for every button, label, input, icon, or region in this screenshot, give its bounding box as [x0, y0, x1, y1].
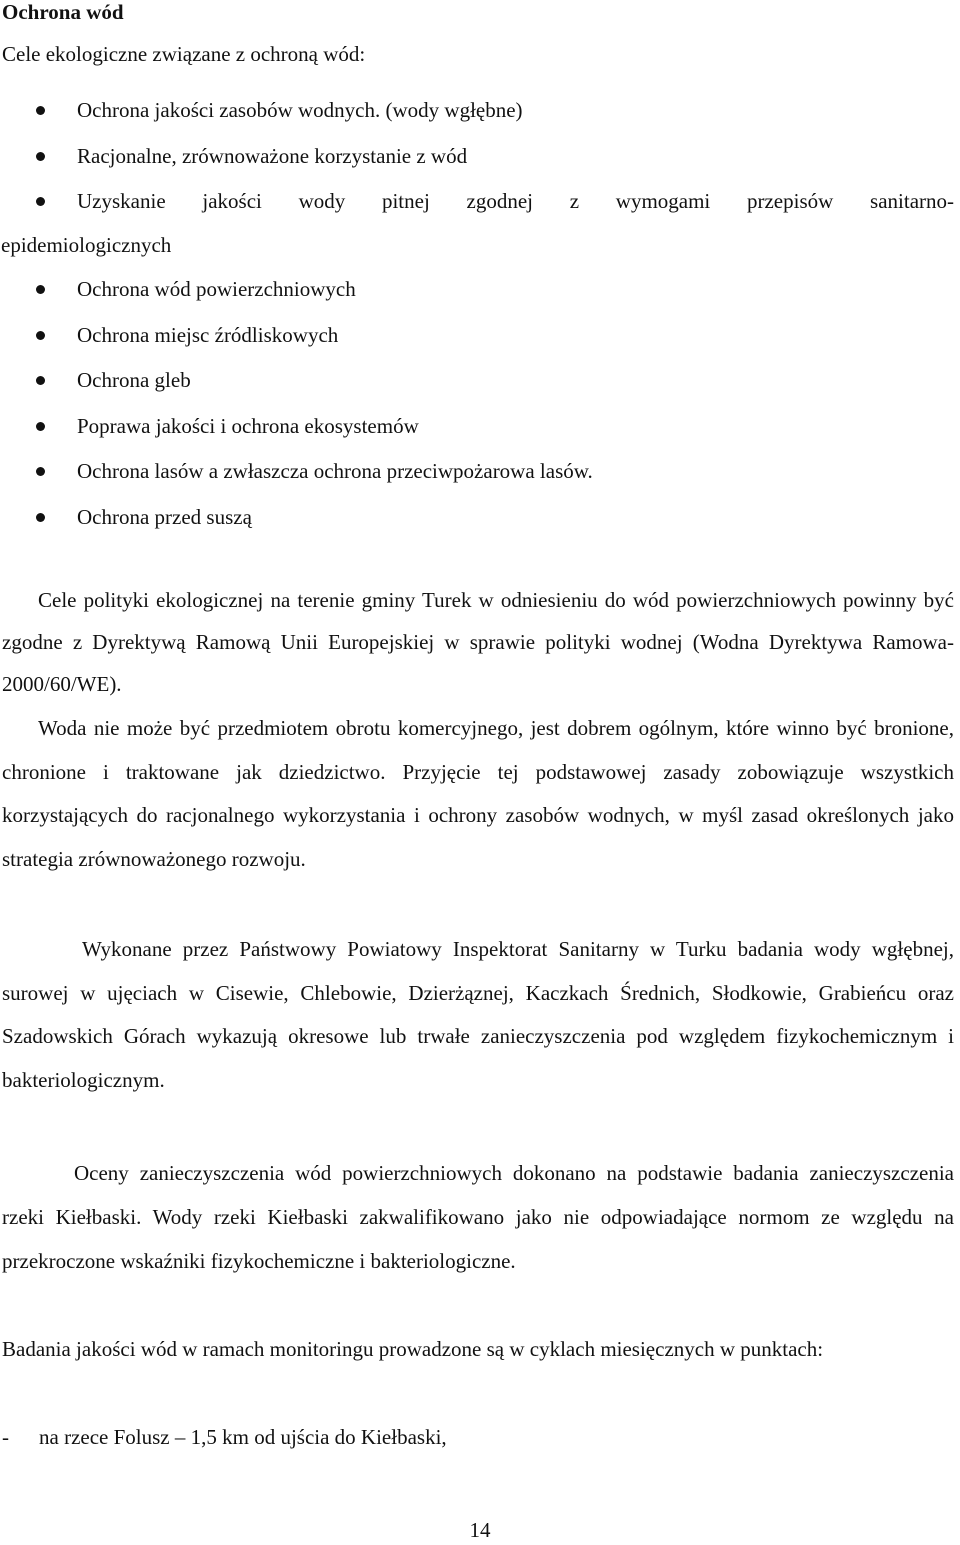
paragraph-text: Woda nie może być przedmiotem obrotu komercyjnego, jest dobrem ogólnym, które winno być bronione, chronione i traktowane jak dziedzictwo. Przyjęcie tej podstawowej zasady zobowiązuje wszystkich korzystających do racjonalnego wykorzystania i ochrony zasobów wodnych, w myśl zasad określonych jako strategia zrównoważonego rozwoju.	[2, 716, 954, 871]
bullet-icon	[36, 285, 45, 294]
list-item	[0, 495, 960, 541]
list-item	[0, 449, 960, 495]
paragraph-eu-directive	[2, 579, 954, 705]
paragraph-surface-water-assessment	[2, 1151, 954, 1283]
list-item	[0, 313, 960, 359]
list-item-text: Racjonalne, zrównoważone korzystanie z wód	[77, 143, 468, 168]
list-item	[0, 134, 960, 180]
list-item-text-continuation: epidemiologicznych	[1, 233, 172, 257]
paragraph-groundwater-tests	[2, 928, 954, 1102]
bullet-list	[0, 88, 960, 540]
list-item-text: Poprawa jakości i ochrona ekosystemów	[77, 413, 419, 438]
list-item-text: Ochrona gleb	[77, 368, 191, 392]
list-item	[0, 404, 960, 450]
list-item	[0, 358, 960, 404]
list-item	[0, 88, 960, 134]
page-number: 14	[469, 1518, 491, 1542]
bullet-icon	[36, 376, 45, 385]
paragraph-text: Oceny zanieczyszczenia wód powierzchniowych dokonano na podstawie badania zanieczyszczenia rzeki Kiełbaski. Wody rzeki Kiełbaski zakwalifikowano jako nie odpowiadające normom ze względu na przekroczone wskaźniki fizykochemiczne i bakteriologiczne.	[2, 1161, 954, 1273]
list-item-text: Ochrona przed suszą	[77, 504, 252, 529]
bullet-icon	[36, 331, 45, 340]
paragraph-text: Wykonane przez Państwowy Powiatowy Inspektorat Sanitarny w Turku badania wody wgłębnej, surowej w ujęciach w Cisewie, Chlebowie, Dzierżąznej, Kaczkach Średnich, Słodkowie, Grabieńcu oraz Szadowskich Górach wykazują okresowe lub trwałe zanieczyszczenia pod względem fizykochemicznym i bakteriologicznym.	[2, 937, 954, 1092]
paragraph-monitoring	[2, 1327, 954, 1371]
list-item-text: Ochrona wód powierzchniowych	[77, 277, 356, 301]
bullet-icon	[36, 197, 45, 206]
paragraph-text: Badania jakości wód w ramach monitoringu prowadzone są w cyklach miesięcznych w punktach:	[2, 1337, 824, 1361]
list-item-text: Ochrona jakości zasobów wodnych. (wody wgłębne)	[77, 98, 523, 122]
bullet-icon	[36, 422, 45, 431]
bullet-icon	[36, 152, 45, 161]
dash-marker: -	[2, 1425, 9, 1449]
intro-line: Cele ekologiczne związane z ochroną wód:	[2, 42, 366, 66]
bullet-icon	[36, 106, 45, 115]
paragraph-text: Cele polityki ekologicznej na terenie gminy Turek w odniesieniu do wód powierzchniowych powinny być zgodne z Dyrektywą Ramową Unii Europejskiej w sprawie polityki wodnej (Wodna Dyrektywa Ramowa-2000/60/WE).	[2, 588, 954, 696]
list-item-text: Ochrona miejsc źródliskowych	[77, 322, 339, 347]
dash-list-item-text: na rzece Folusz – 1,5 km od ujścia do Kiełbaski,	[39, 1425, 447, 1449]
list-item-text: Ochrona lasów a zwłaszcza ochrona przeciwpożarowa lasów.	[77, 459, 593, 483]
paragraph-water-common-good	[2, 707, 954, 881]
list-item	[0, 267, 960, 313]
dash-list-item	[2, 1415, 447, 1459]
bullet-icon	[36, 467, 45, 476]
bullet-icon	[36, 513, 45, 522]
list-item	[0, 179, 960, 267]
section-heading: Ochrona wód	[2, 0, 124, 24]
list-item-text: Uzyskanie jakości wody pitnej zgodnej z wymogami przepisów sanitarno-	[77, 189, 954, 213]
